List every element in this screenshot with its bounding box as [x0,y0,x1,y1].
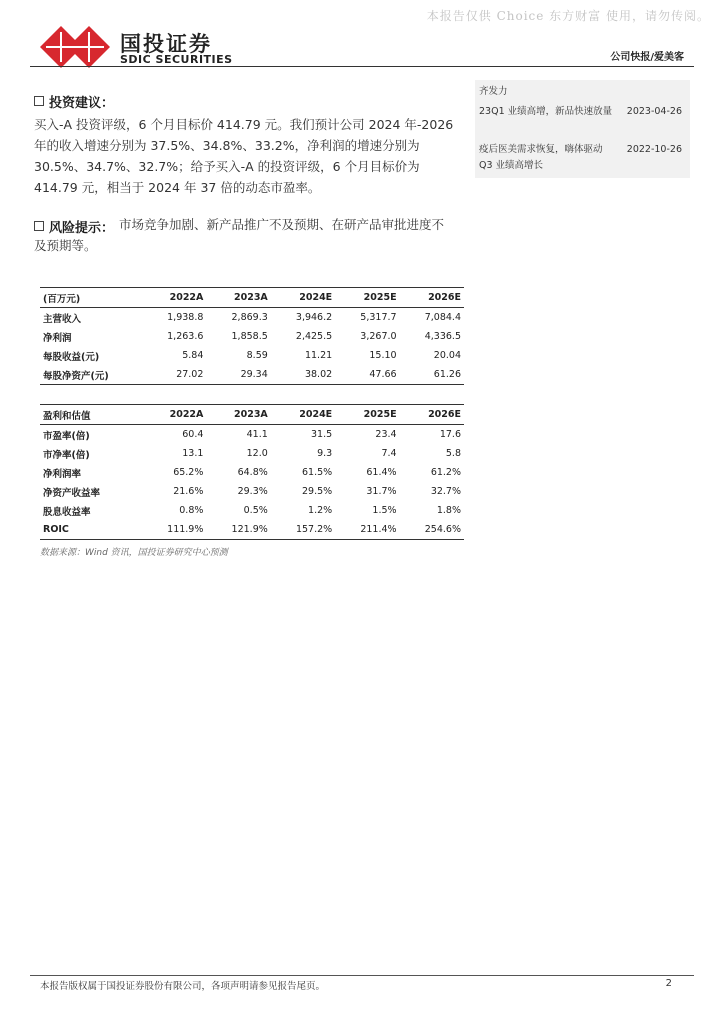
data-source-note: 数据来源：Wind 资讯，国投证券研究中心预测 [40,548,228,558]
financial-summary-table [40,287,464,385]
table-cell: 3,267.0 [360,331,397,342]
related-report-date: 2023-04-26 [626,106,682,117]
table-cell: 1,938.8 [167,312,204,323]
table-cell: 29.3% [237,486,268,497]
table-row [40,308,464,328]
table-cell: 1.8% [436,505,461,516]
table-cell: 32.7% [430,486,461,497]
header-divider [30,66,694,67]
table-cell: 0.8% [179,505,204,516]
valuation-table [40,404,464,540]
related-report-title: 23Q1 业绩高增，新品快速放量 [479,106,613,117]
table-header-cell: 2024E [271,405,335,425]
table-header-cell: 2026E [400,288,464,308]
table-row [40,425,464,445]
logo-text-en: SDIC SECURITIES [120,53,233,66]
table-cell: 61.2% [430,467,461,478]
table-cell: 12.0 [246,448,268,459]
logo-diamond-icon [40,26,112,68]
table-cell: 0.5% [243,505,268,516]
table-header-cell: 盈利和估值 [40,405,142,425]
related-reports-header: 齐发力 [479,86,508,97]
row-label: 股息收益率 [43,506,91,518]
related-report-date: 2022-10-26 [626,144,682,155]
table-cell: 8.59 [246,350,268,361]
table-cell: 47.66 [335,365,399,385]
table-cell: 5,317.7 [360,312,397,323]
table-cell: 27.02 [142,365,206,385]
risk-label: 风险提示： [49,221,115,236]
related-reports [475,80,690,178]
row-label: 市净率(倍) [43,449,90,461]
table-header-cell: 2023A [206,405,270,425]
table-cell: 5.8 [445,448,461,459]
table-cell: 61.26 [400,365,464,385]
row-label: 净利润 [43,332,72,344]
table-header-row [40,405,464,425]
table-cell: 29.34 [206,365,270,385]
row-label: 每股收益(元) [43,351,100,363]
table-cell: 31.5 [311,429,333,440]
table-cell: 61.4% [366,467,397,478]
table-row [40,520,464,540]
table-header-cell: (百万元) [40,288,142,308]
table-cell: 9.3 [317,448,333,459]
invest-advice-title [34,92,114,111]
footer-divider [30,975,694,976]
table-cell: 4,336.5 [424,331,461,342]
page-number: 2 [665,978,672,989]
table-header-cell: 2023A [206,288,270,308]
table-cell: 60.4 [182,429,204,440]
invest-advice-label: 投资建议： [49,96,115,111]
table-row [40,463,464,482]
table-row [40,482,464,501]
table-cell: 3,946.2 [295,312,333,323]
table-cell: 13.1 [182,448,204,459]
table-header-cell: 2022A [142,405,206,425]
table-cell: 7.4 [381,448,397,459]
table-row [40,501,464,520]
table-row [40,346,464,365]
table-header-cell: 2022A [142,288,206,308]
table-cell: 21.6% [173,486,204,497]
related-report-title: 疫后医美需求恢复，嗨体驱动 Q3 业绩高增长 [479,144,603,171]
table-cell: 1,858.5 [231,331,268,342]
footer-disclaimer: 本报告版权属于国投证券股份有限公司，各项声明请参见报告尾页。 [40,981,326,992]
table-header-cell: 2026E [400,405,464,425]
invest-advice-body: 买入-A 投资评级，6 个月目标价 414.79 元。我们预计公司 2024 年-2026 年的收入增速分别为 37.5%、34.8%、33.2%，净利润的增速分别为 30.5%、34.7%、32.7%；给予买入-A 的投资评级，6 个月目标价为 414.79 元，相当于 2024 年 37 倍的动态市盈率。 [34,117,454,195]
table-cell: 11.21 [304,350,333,361]
table-cell: 254.6% [400,520,464,540]
table-row [40,327,464,346]
table-cell: 7,084.4 [424,312,461,323]
table-cell: 157.2% [271,520,335,540]
square-bullet-icon [34,96,44,106]
table-header-cell: 2025E [335,405,399,425]
report-type: 公司快报/爱美客 [610,52,684,63]
table-cell: 1.2% [308,505,333,516]
table-cell: 23.4 [375,429,397,440]
row-label: 市盈率(倍) [43,430,90,442]
company-logo [40,26,250,68]
table-cell: 15.10 [369,350,397,361]
table-cell: 17.6 [439,429,461,440]
table-header-cell: 2024E [271,288,335,308]
table-cell: 5.84 [182,350,204,361]
table-cell: 29.5% [301,486,333,497]
row-label: 净利润率 [43,468,82,480]
table-row [40,365,464,385]
table-cell: 111.9% [142,520,206,540]
table-cell: 2,869.3 [231,312,268,323]
table-cell: 38.02 [271,365,335,385]
watermark: 本报告仅供 Choice 东方财富 使用，请勿传阅。 [426,9,710,23]
row-label: 净资产收益率 [43,487,101,499]
row-label: 主营收入 [43,313,82,325]
logo-text-cn: 国投证券 [120,32,212,56]
table-header-cell: 2025E [335,288,399,308]
table-cell: 65.2% [173,467,204,478]
table-cell: 2,425.5 [295,331,333,342]
table-cell: 41.1 [246,429,268,440]
risk-body: 市场竞争加剧、新产品推广不及预期、在研产品审批进度不及预期等。 [34,217,445,253]
table-cell: 31.7% [366,486,397,497]
table-cell: 121.9% [206,520,270,540]
row-label: ROIC [40,520,142,540]
table-cell: 1.5% [372,505,397,516]
table-cell: 64.8% [237,467,268,478]
table-header-row [40,288,464,308]
table-cell: 61.5% [301,467,333,478]
table-row [40,444,464,463]
table-cell: 211.4% [335,520,399,540]
table-cell: 20.04 [433,350,461,361]
table-cell: 1,263.6 [167,331,204,342]
row-label: 每股净资产(元) [40,365,142,385]
